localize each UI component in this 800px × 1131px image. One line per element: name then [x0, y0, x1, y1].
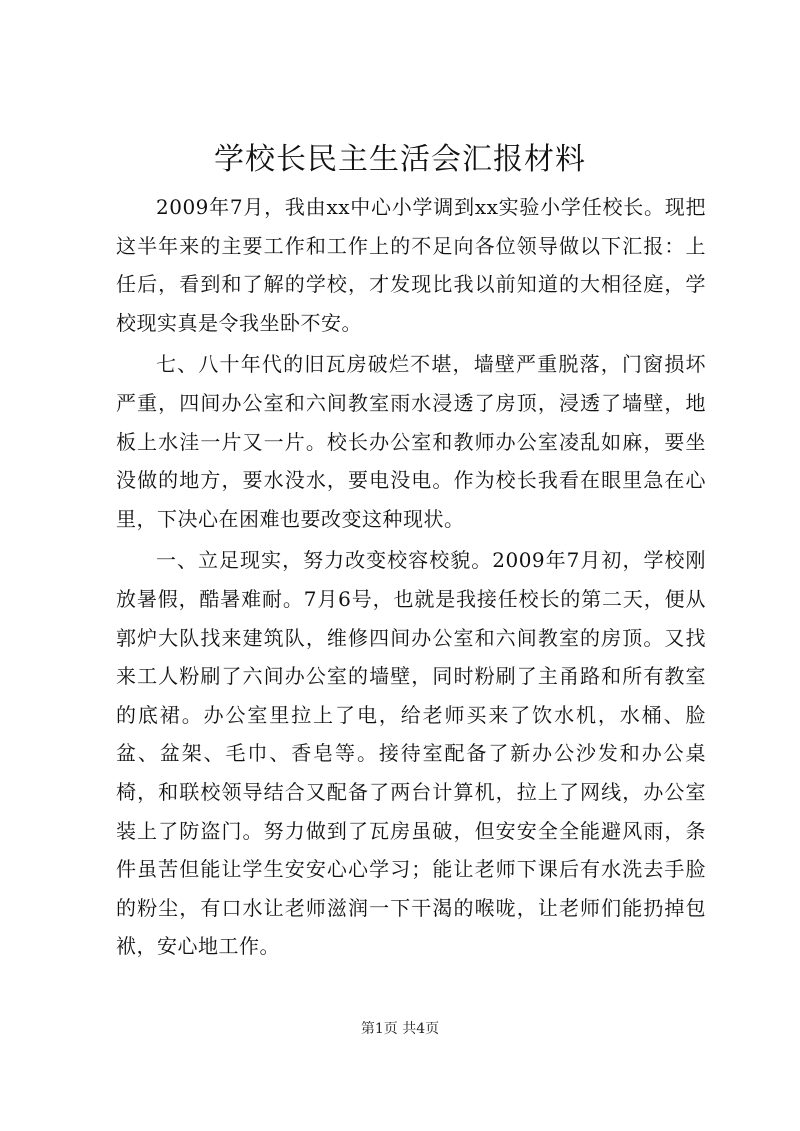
- paragraph: 七、八十年代的旧瓦房破烂不堪，墙壁严重脱落，门窗损坏严重，四间办公室和六间教室雨水浸透了房顶，浸透了墙壁，地板上水洼一片又一片。校长办公室和教师办公室凌乱如麻，要坐没做的地方，要水没水，要电没电。作为校长我看在眼里急在心里，下决心在困难也要改变这种现状。: [116, 352, 706, 531]
- document-title: 学校长民主生活会汇报材料: [214, 142, 586, 177]
- document-body: [116, 188, 706, 969]
- page-footer: 第1页 共4页: [360, 1021, 440, 1037]
- paragraph: 2009年7月，我由xx中心小学调到xx实验小学任校长。现把这半年来的主要工作和工作上的不足向各位领导做以下汇报：上任后，看到和了解的学校，才发现比我以前知道的大相径庭，学校现实真是令我坐卧不安。: [116, 195, 706, 335]
- paragraph: 一、立足现实，努力改变校容校貌。2009年7月初，学校刚放暑假，酷暑难耐。7月6号，也就是我接任校长的第二天，便从郭炉大队找来建筑队，维修四间办公室和六间教室的房顶。又找来工人粉刷了六间办公室的墙壁，同时粉刷了主甬路和所有教室的底裙。办公室里拉上了电，给老师买来了饮水机，水桶、脸盆、盆架、毛巾、香皂等。接待室配备了新办公沙发和办公桌椅，和联校领导结合又配备了两台计算机，拉上了网线，办公室装上了防盗门。努力做到了瓦房虽破，但安安全全能避风雨，条件虽苦但能让学生安安心心学习；能让老师下课后有水洗去手脸的粉尘，有口水让老师滋润一下干渴的喉咙，让老师们能扔掉包袱，安心地工作。: [116, 548, 706, 959]
